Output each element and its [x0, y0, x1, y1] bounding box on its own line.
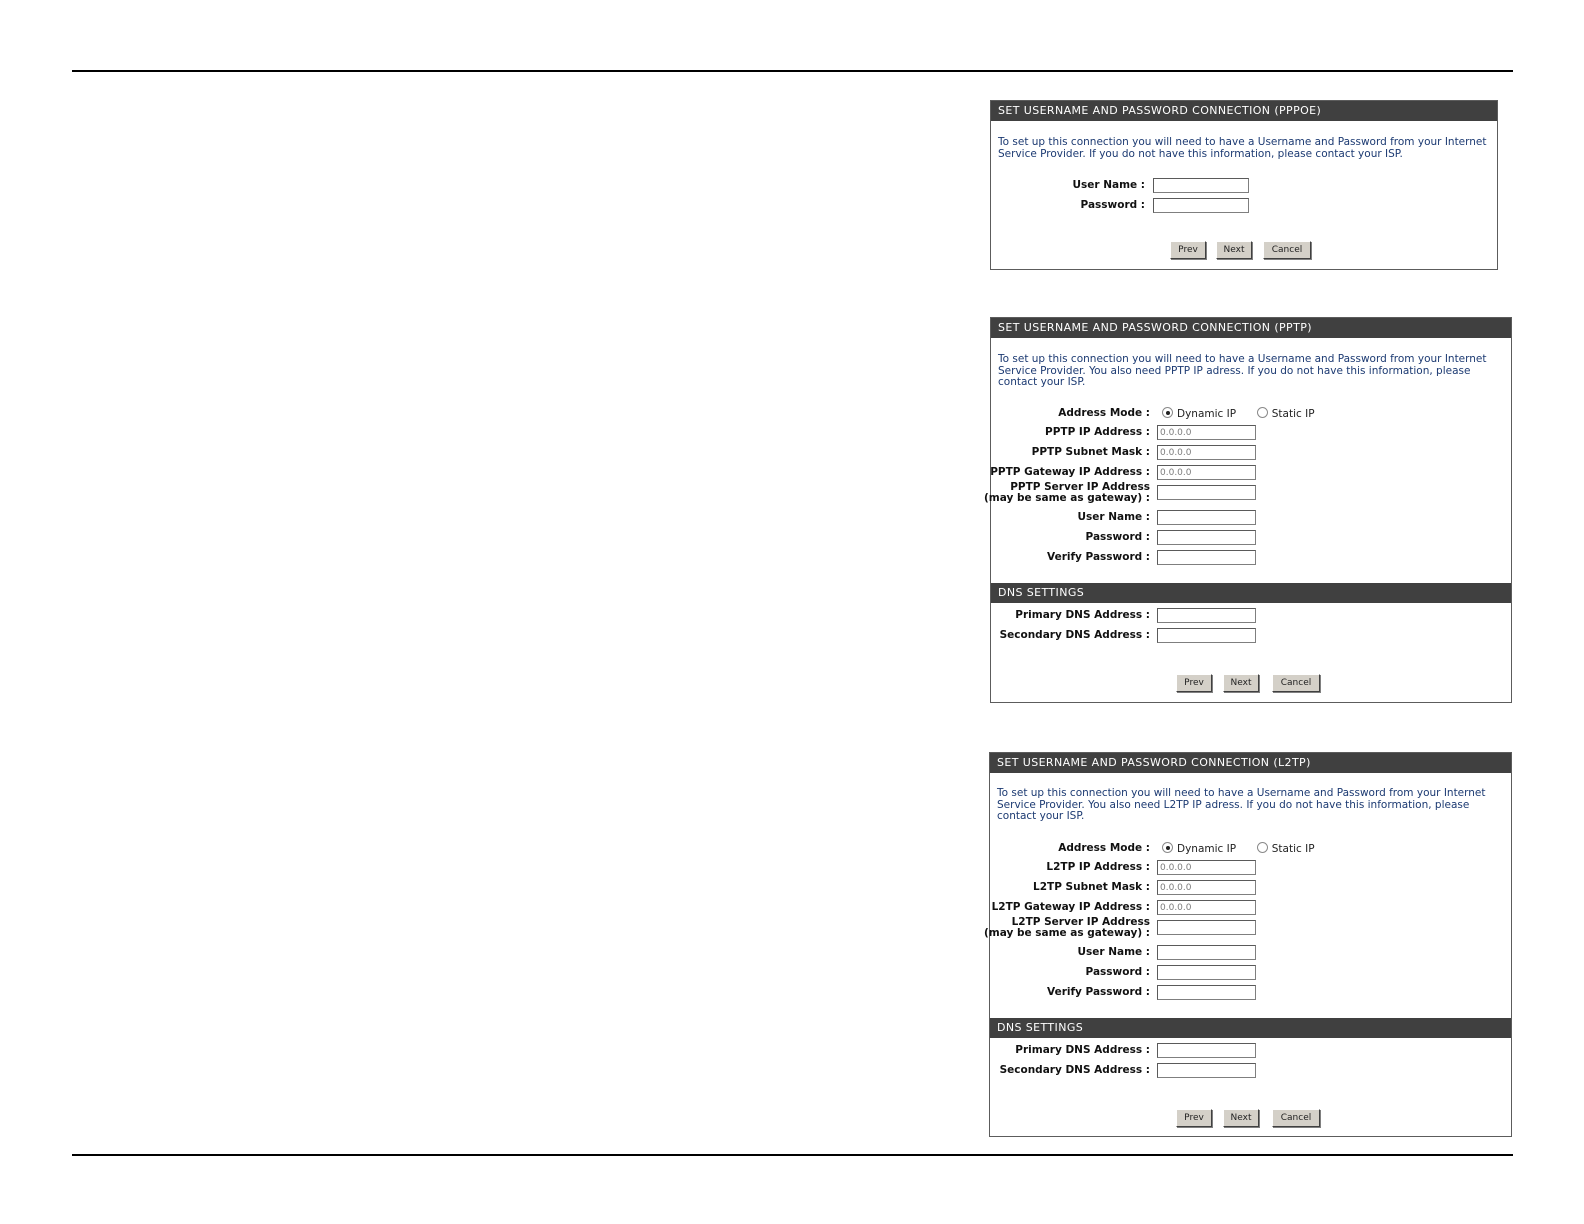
pptp-secondary-dns-label: Secondary DNS Address : — [999, 629, 1150, 641]
pptp-server-ip-label-line2: (may be same as gateway) : — [983, 492, 1150, 504]
l2tp-cancel-button[interactable]: Cancel — [1272, 1109, 1320, 1127]
pptp-dynamic-ip-label: Dynamic IP — [1177, 408, 1237, 420]
l2tp-ip-address-input[interactable] — [1157, 860, 1256, 875]
l2tp-intro-text: To set up this connection you will need to have a Username and Password from your Internet Service Provider. You also need L2TP IP adress. If you do not have this information, please contact your ISP. — [997, 787, 1486, 822]
pptp-ip-address-input[interactable] — [1157, 425, 1256, 440]
pptp-password-input[interactable] — [1157, 530, 1256, 545]
pppoe-panel — [990, 100, 1498, 270]
l2tp-server-ip-input[interactable] — [1157, 920, 1256, 935]
pppoe-next-button[interactable]: Next — [1216, 241, 1252, 259]
l2tp-secondary-dns-label: Secondary DNS Address : — [999, 1064, 1150, 1076]
top-rule — [72, 70, 1513, 72]
bottom-rule — [72, 1154, 1513, 1156]
l2tp-dns-settings-header: DNS SETTINGS — [990, 1018, 1511, 1038]
pptp-server-ip-input[interactable] — [1157, 485, 1256, 500]
l2tp-ip-address-label: L2TP IP Address : — [1046, 861, 1150, 873]
l2tp-dynamic-ip-label: Dynamic IP — [1177, 843, 1237, 855]
pptp-secondary-dns-input[interactable] — [1157, 628, 1256, 643]
l2tp-primary-dns-label: Primary DNS Address : — [1015, 1044, 1150, 1056]
l2tp-verify-password-input[interactable] — [1157, 985, 1256, 1000]
l2tp-gateway-ip-input[interactable] — [1157, 900, 1256, 915]
pptp-username-input[interactable] — [1157, 510, 1256, 525]
pptp-primary-dns-label: Primary DNS Address : — [1015, 609, 1150, 621]
pptp-next-button[interactable]: Next — [1223, 674, 1259, 692]
l2tp-prev-button[interactable]: Prev — [1176, 1109, 1212, 1127]
pppoe-password-label: Password : — [1080, 199, 1145, 211]
l2tp-dynamic-ip-radio[interactable] — [1162, 842, 1173, 853]
pppoe-password-input[interactable] — [1153, 198, 1249, 213]
l2tp-panel-title: SET USERNAME AND PASSWORD CONNECTION (L2TP) — [990, 753, 1511, 773]
l2tp-static-ip-label: Static IP — [1271, 843, 1315, 855]
pptp-gateway-ip-input[interactable] — [1157, 465, 1256, 480]
l2tp-address-mode-label: Address Mode : — [1058, 842, 1150, 854]
pptp-panel-title: SET USERNAME AND PASSWORD CONNECTION (PPTP) — [991, 318, 1511, 338]
pptp-server-ip-label-line1: PPTP Server IP Address — [1010, 481, 1150, 493]
l2tp-verify-password-label: Verify Password : — [1047, 986, 1150, 998]
pptp-ip-address-label: PPTP IP Address : — [1045, 426, 1150, 438]
pptp-gateway-ip-label: PPTP Gateway IP Address : — [990, 466, 1150, 478]
pptp-verify-password-label: Verify Password : — [1047, 551, 1150, 563]
pppoe-intro-text: To set up this connection you will need to have a Username and Password from your Internet Service Provider. If you do not have this information, please contact your ISP. — [998, 136, 1487, 160]
l2tp-server-ip-label-line2: (may be same as gateway) : — [983, 927, 1150, 939]
pppoe-panel-title: SET USERNAME AND PASSWORD CONNECTION (PPPOE) — [991, 101, 1497, 121]
l2tp-password-label: Password : — [1085, 966, 1150, 978]
pptp-password-label: Password : — [1085, 531, 1150, 543]
l2tp-secondary-dns-input[interactable] — [1157, 1063, 1256, 1078]
l2tp-subnet-mask-label: L2TP Subnet Mask : — [1033, 881, 1150, 893]
pptp-static-ip-radio[interactable] — [1257, 407, 1268, 418]
l2tp-username-label: User Name : — [1077, 946, 1150, 958]
pppoe-username-label: User Name : — [1072, 179, 1145, 191]
pptp-static-ip-label: Static IP — [1271, 408, 1315, 420]
pptp-username-label: User Name : — [1077, 511, 1150, 523]
pptp-subnet-mask-label: PPTP Subnet Mask : — [1031, 446, 1150, 458]
l2tp-next-button[interactable]: Next — [1223, 1109, 1259, 1127]
pppoe-username-input[interactable] — [1153, 178, 1249, 193]
pppoe-prev-button[interactable]: Prev — [1170, 241, 1206, 259]
pptp-cancel-button[interactable]: Cancel — [1272, 674, 1320, 692]
pptp-verify-password-input[interactable] — [1157, 550, 1256, 565]
l2tp-username-input[interactable] — [1157, 945, 1256, 960]
pptp-dynamic-ip-radio[interactable] — [1162, 407, 1173, 418]
l2tp-primary-dns-input[interactable] — [1157, 1043, 1256, 1058]
pppoe-cancel-button[interactable]: Cancel — [1263, 241, 1311, 259]
pptp-intro-text: To set up this connection you will need to have a Username and Password from your Internet Service Provider. You also need PPTP IP adress. If you do not have this information, please contact your ISP. — [998, 353, 1487, 388]
l2tp-panel — [983, 752, 1512, 1137]
l2tp-gateway-ip-label: L2TP Gateway IP Address : — [991, 901, 1150, 913]
l2tp-static-ip-radio[interactable] — [1257, 842, 1268, 853]
l2tp-subnet-mask-input[interactable] — [1157, 880, 1256, 895]
pptp-subnet-mask-input[interactable] — [1157, 445, 1256, 460]
pptp-panel — [983, 317, 1512, 703]
pptp-prev-button[interactable]: Prev — [1176, 674, 1212, 692]
l2tp-password-input[interactable] — [1157, 965, 1256, 980]
pptp-address-mode-label: Address Mode : — [1058, 407, 1150, 419]
pptp-dns-settings-header: DNS SETTINGS — [991, 583, 1511, 603]
pptp-primary-dns-input[interactable] — [1157, 608, 1256, 623]
l2tp-server-ip-label-line1: L2TP Server IP Address — [1011, 916, 1150, 928]
